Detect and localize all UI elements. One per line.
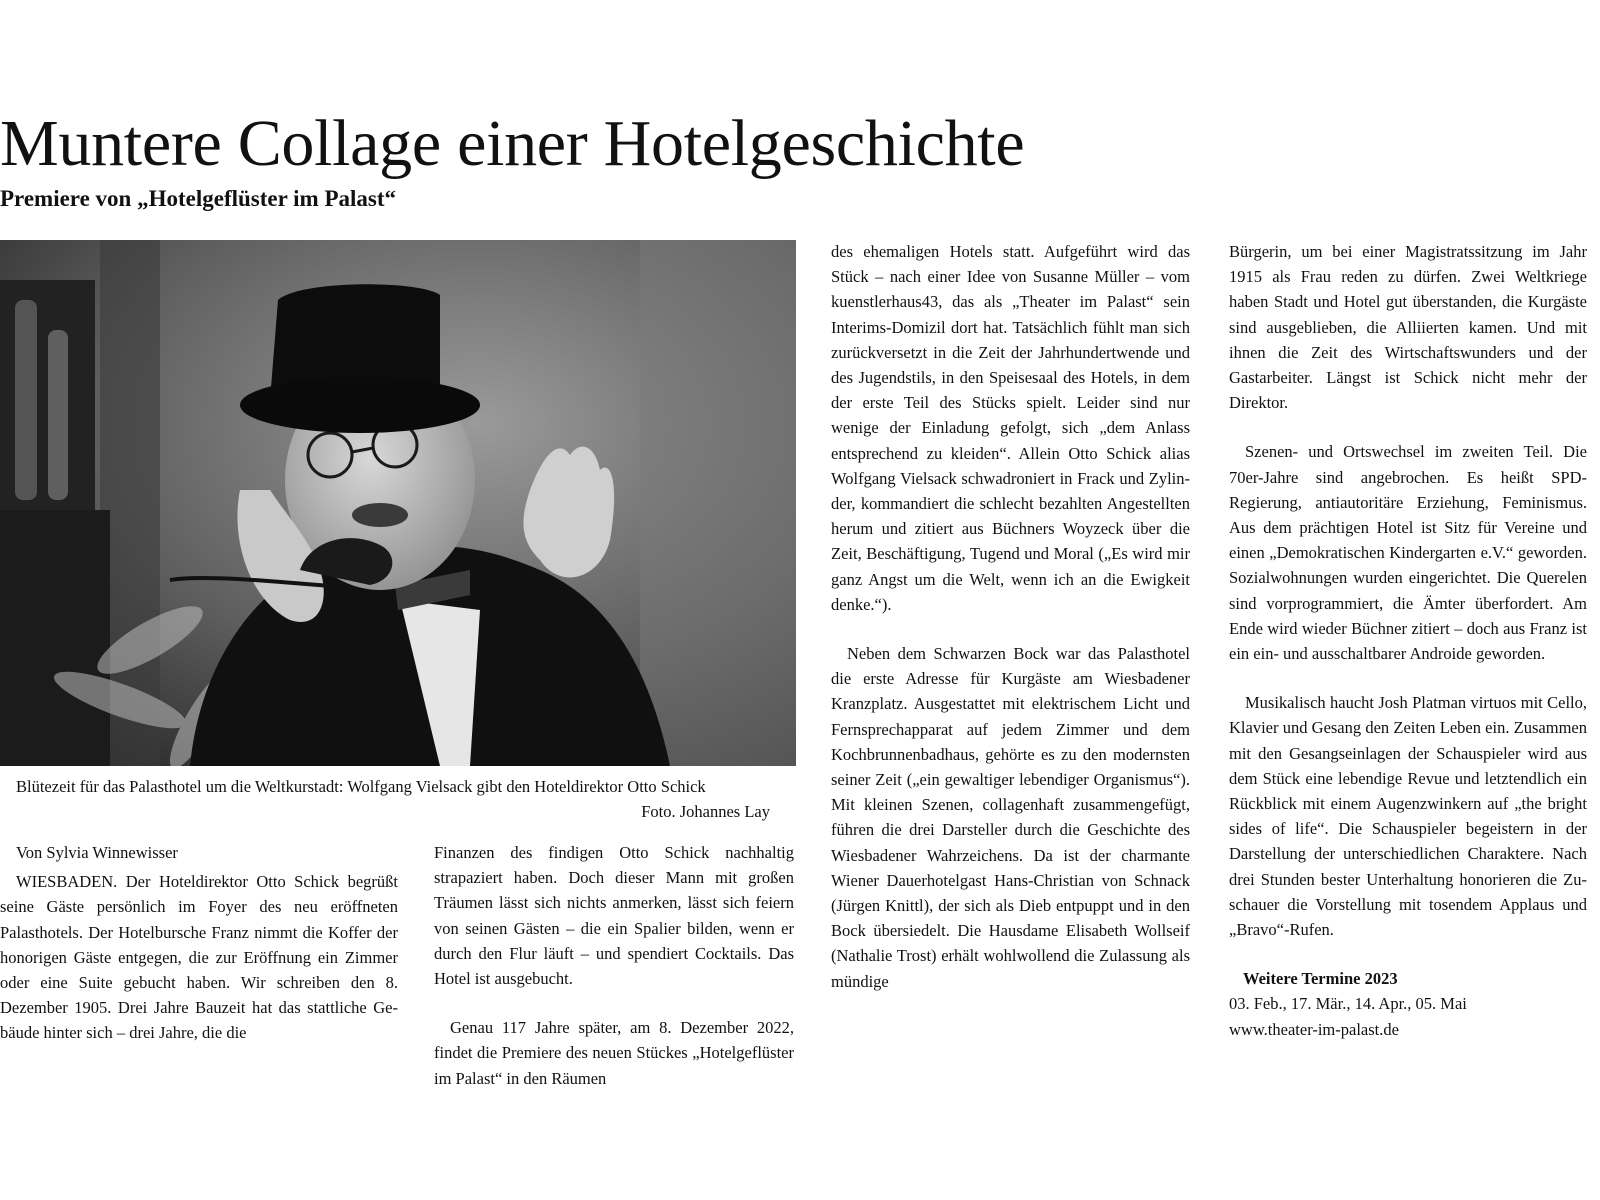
- article-column-1: [0, 840, 398, 1046]
- body-paragraph: des ehemaligen Hotels statt. Aufgeführt wird das Stück – nach einer Idee von Susanne Müller – vom kuenstlerhaus43, das als „Theater im Palast“ sein Interims-Domizil dort hat. Tatsächlich fühlt man sich zurückversetzt in die Zeit der Jahrhundertwende und des Jugendstils, in den Speisesaal des Hotels, in dem der erste Teil des Stücks spielt. Leider sind nur wenige der Einladung gefolgt, sich „dem Anlass entsprechend zu kleiden“. Allein Otto Schick alias Wolfgang Vielsack schwadroniert in Frack und Zylinder, kommandiert die schlecht bezahlten Angestellten herum und zitiert aus Büchners Woyzeck über die Zeit, Beschäftigung, Tugend und Moral („Es wird mir ganz Angst um die Welt, wenn ich an die Ewigkeit denke.“).: [831, 242, 1190, 614]
- body-paragraph: Bürgerin, um bei einer Magistratssitzung im Jahr 1915 als Frau reden zu dürfen. Zwei Weltkriege haben Stadt und Hotel gut überstanden, die Kurgäste sind ausgeblieben, die Alliierten kamen. Und mit ihnen die Zeit des Wirtschaftswunders und der Gastarbeiter. Längst ist Schick nicht mehr der Direktor.: [1229, 242, 1587, 413]
- dates-title: Weitere Termine 2023: [1243, 969, 1398, 989]
- subheadline: Premiere von „Hotelgeflüster im Palast“: [0, 186, 397, 211]
- article-column-2: [434, 840, 794, 1091]
- body-paragraph: Finanzen des findigen Otto Schick nachhaltig strapaziert haben. Doch dieser Mann mit großen Träumen lässt sich nichts anmerken, lässt sich feiern von seinen Gästen – die ein Spalier bilden, wenn er durch den Flur läuft – und spendiert Cocktails. Das Hotel ist ausgebucht.: [434, 843, 794, 989]
- dates-list: 03. Feb., 17. Mär., 14. Apr., 05. Mai: [1229, 994, 1467, 1014]
- article-column-3: [831, 239, 1190, 994]
- body-paragraph: Musikalisch haucht Josh Platman virtuos mit Cello, Klavier und Gesang den Zeiten Leben ein. Zusammen mit den Gesangseinlagen der Schauspieler wird aus dem Stück eine lebendige Revue und letztendlich ein Rückblick mit einem Augenzwinkern auf „the bright sides of life“. Die Schauspieler begeistern in der Darstellung der unterschiedlichen Charaktere. Nach drei Stunden bester Unterhaltung honorieren die Zuschauer die Vorstellung mit tosendem Applaus und „Bravo“-Rufen.: [1229, 693, 1587, 940]
- photo-credit: Foto. Johannes Lay: [641, 802, 770, 821]
- caption-text: Blütezeit für das Palasthotel um die Weltkurstadt: Wolfgang Vielsack gibt den Hoteldirektor Otto Schick: [16, 777, 706, 796]
- body-paragraph: Szenen- und Ortswechsel im zweiten Teil. Die 70er-Jahre sind angebrochen. Es heißt SPD-Regierung, antiautoritäre Erziehung, Feminismus. Aus dem prächtigen Hotel ist Sitz für Vereine und einen „Demokratischen Kindergarten e.V.“ geworden. Sozialwohnungen wurden eingerichtet. Die Querelen sind vorprogrammiert, die Ämter überfordert. Am Ende wird wieder Büchner zitiert – doch aus Franz ist ein ein- und ausschaltbarer Androide geworden.: [1229, 442, 1587, 664]
- headline: Muntere Collage einer Hotelgeschichte: [0, 107, 1025, 180]
- article-column-4: [1229, 239, 1587, 1042]
- website-url: www.theater-im-palast.de: [1229, 1019, 1399, 1039]
- author-byline: Von Sylvia Winnewisser: [16, 843, 178, 862]
- body-paragraph: WIESBADEN. Der Hoteldirektor Otto Schick begrüßt seine Gäste persönlich im Foyer des neu eröffneten Palasthotels. Der Hotelbursche Franz nimmt die Koffer der honorigen Gäste entgegen, die zur Eröffnung ein Zimmer oder eine Suite gebucht haben. Wir schreiben den 8. Dezember 1905. Drei Jahre Bauzeit hat das stattliche Gebäude hinter sich – drei Jahre, die die: [0, 872, 398, 1043]
- body-paragraph: Genau 117 Jahre später, am 8. Dezember 2022, findet die Premiere des neuen Stückes „Hotelgeflüster im Palast“ in den Räumen: [434, 1018, 794, 1088]
- body-paragraph: Neben dem Schwarzen Bock war das Palasthotel die erste Adresse für Kurgäste am Wiesbadener Kranzplatz. Ausgestattet mit elektrischem Licht und Fernsprechapparat auf jedem Zimmer und dem Kochbrunnenbadhaus, gehörte es zu den modernsten seiner Zeit („ein gewaltiger lebendiger Organismus“). Mit kleinen Szenen, collagenhaft zusammengefügt, führen die drei Darsteller durch die Geschichte des Wiesbadener Wahrzeichens. Da ist der charmante Wiener Dauerhotelgast Hans-Christian von Schnack (Jürgen Knittl), der sich als Dieb entpuppt und in den Bock übersiedelt. Die Hausdame Elisabeth Wollseif (Nathalie Trost) erhält wohlwollend die Zulassung als mündige: [831, 644, 1190, 991]
- article-photo: [0, 240, 796, 766]
- photo-caption: [16, 774, 770, 821]
